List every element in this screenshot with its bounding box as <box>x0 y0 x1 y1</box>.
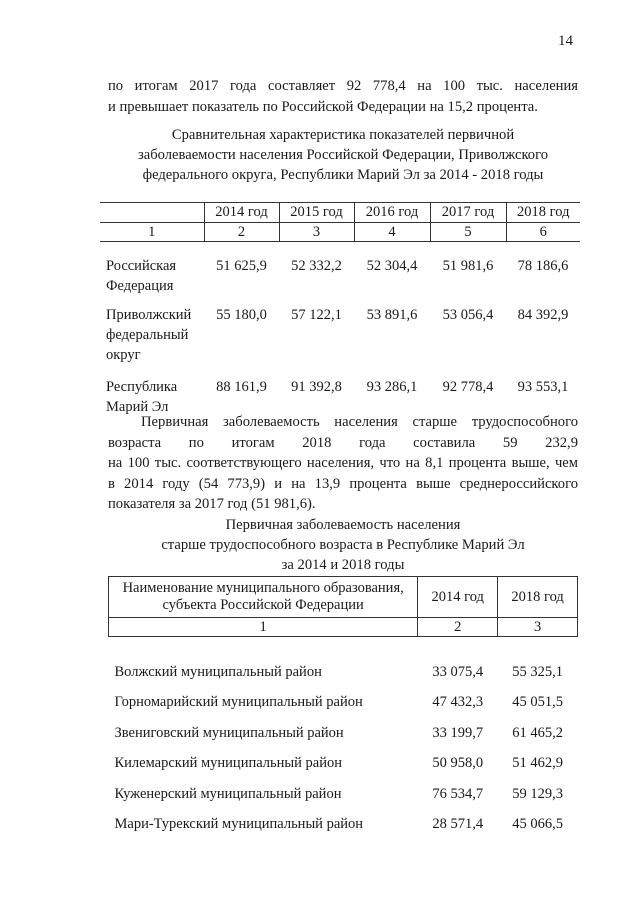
value-2018: 45 066,5 <box>512 816 563 833</box>
col-number: 1 <box>109 618 418 637</box>
value-cell: 55 180,0 <box>216 306 267 323</box>
paragraph-line: в 2014 году (54 773,9) и на 13,9 процента выше среднероссийского <box>108 475 578 492</box>
paragraph-line: Первичная заболеваемость населения старше трудоспособного <box>141 414 578 430</box>
table2-header-2014: 2014 год <box>418 577 498 618</box>
table1-header-2018: 2018 год <box>506 203 580 223</box>
municipality-name: Горномарийский муниципальный район <box>114 694 363 711</box>
table2-title-line: Первичная заболеваемость населения <box>225 517 461 533</box>
elderly-morbidity-paragraph <box>108 412 578 515</box>
region-name <box>100 303 204 371</box>
municipal-morbidity-table <box>108 576 578 840</box>
region-name-line: федеральный <box>106 326 189 343</box>
table1-header-2015: 2015 год <box>279 203 354 223</box>
table-row <box>109 657 578 688</box>
col-number: 3 <box>279 223 354 242</box>
region-name-line: Федерация <box>106 278 174 294</box>
table2-column-numbers <box>109 618 578 637</box>
value-cell: 93 553,1 <box>517 378 569 395</box>
header-line: Наименование муниципального образования, <box>122 580 404 596</box>
value-2014: 33 075,4 <box>432 663 484 680</box>
table1-header-2014: 2014 год <box>204 203 279 223</box>
table2-header-2018: 2018 год <box>498 577 578 618</box>
municipality-name: Килемарский муниципальный район <box>114 755 342 772</box>
paragraph-line: на 100 тыс. соответствующего населения, что на 8,1 процента выше, чем <box>108 455 578 471</box>
municipality-name: Куженерский муниципальный район <box>114 785 342 802</box>
municipality-name: Звениговский муниципальный район <box>114 724 344 741</box>
value-2018: 45 051,5 <box>512 694 563 711</box>
paragraph-line: возраста по итогам 2018 года составила 59 232,9 <box>108 434 578 451</box>
value-cell: 51 625,9 <box>216 258 267 274</box>
value-cell: 78 186,6 <box>517 258 569 274</box>
table-row <box>109 749 578 780</box>
value-cell: 84 392,9 <box>517 306 569 323</box>
municipality-name: Мари-Турекский муниципальный район <box>114 816 364 833</box>
col-number: 6 <box>506 223 580 242</box>
value-cell: 52 332,2 <box>291 258 342 274</box>
value-2018: 55 325,1 <box>512 663 563 680</box>
page-number: 14 <box>558 33 573 49</box>
municipality-name: Волжский муниципальный район <box>114 663 322 680</box>
value-cell: 57 122,1 <box>291 306 342 323</box>
region-name <box>100 242 204 303</box>
region-name-line: Приволжский <box>106 306 192 323</box>
col-number: 4 <box>354 223 430 242</box>
col-number: 3 <box>498 618 578 637</box>
table-row <box>109 810 578 841</box>
intro-paragraph <box>108 76 578 118</box>
table-row <box>109 718 578 749</box>
value-cell: 51 981,6 <box>442 258 494 274</box>
table1-header-2017: 2017 год <box>430 203 506 223</box>
value-cell: 92 778,4 <box>442 378 494 395</box>
value-cell: 93 286,1 <box>366 378 418 395</box>
table1-header-2016: 2016 год <box>354 203 430 223</box>
table1-header-empty <box>100 203 204 223</box>
morbidity-comparison-table <box>100 202 580 419</box>
value-2014: 47 432,3 <box>432 694 484 711</box>
value-2018: 61 465,2 <box>512 724 563 741</box>
table1-title-line: Сравнительная характеристика показателей первичной <box>171 127 515 143</box>
paragraph-line: показателя за 2017 год (51 981,6). <box>108 496 316 512</box>
table-row <box>100 242 580 303</box>
table1-header-row <box>100 203 580 223</box>
value-2018: 59 129,3 <box>512 785 563 802</box>
col-number: 1 <box>100 223 204 242</box>
value-2014: 50 958,0 <box>432 755 484 772</box>
table1-title-line: заболеваемости населения Российской Федерации, Приволжского <box>137 147 549 163</box>
value-2014: 33 199,7 <box>432 724 484 741</box>
region-name-line: Марий Эл <box>106 398 169 415</box>
region-name-line: Российская <box>106 258 177 274</box>
table-row <box>109 688 578 719</box>
value-2018: 51 462,9 <box>512 755 563 772</box>
value-2014: 76 534,7 <box>432 785 484 802</box>
table2-header-name <box>109 577 418 618</box>
table1-title-line: федерального округа, Республики Марий Эл за 2014 - 2018 годы <box>142 167 544 183</box>
table2-title <box>108 515 578 575</box>
col-number: 2 <box>204 223 279 242</box>
table2-title-line: за 2014 и 2018 годы <box>281 557 405 573</box>
table1-title <box>108 125 578 185</box>
table-row <box>109 779 578 810</box>
value-cell: 52 304,4 <box>366 258 418 274</box>
table-row <box>100 303 580 371</box>
table2-header-row <box>109 577 578 618</box>
table1-column-numbers <box>100 223 580 242</box>
col-number: 2 <box>418 618 498 637</box>
table2-spacer <box>109 637 578 658</box>
region-name-line: Республика <box>106 378 178 395</box>
col-number: 5 <box>430 223 506 242</box>
header-line: субъекта Российской Федерации <box>162 597 364 613</box>
value-cell: 88 161,9 <box>216 378 267 395</box>
value-cell: 91 392,8 <box>291 378 342 395</box>
intro-line: по итогам 2017 года составляет 92 778,4 на 100 тыс. населения <box>108 78 578 94</box>
region-name-line: округ <box>106 346 141 363</box>
table2-title-line: старше трудоспособного возраста в Республике Марий Эл <box>161 537 525 553</box>
intro-line: и превышает показатель по Российской Федерации на 15,2 процента. <box>108 99 538 115</box>
value-2014: 28 571,4 <box>432 816 484 833</box>
value-cell: 53 056,4 <box>442 306 494 323</box>
value-cell: 53 891,6 <box>366 306 418 323</box>
